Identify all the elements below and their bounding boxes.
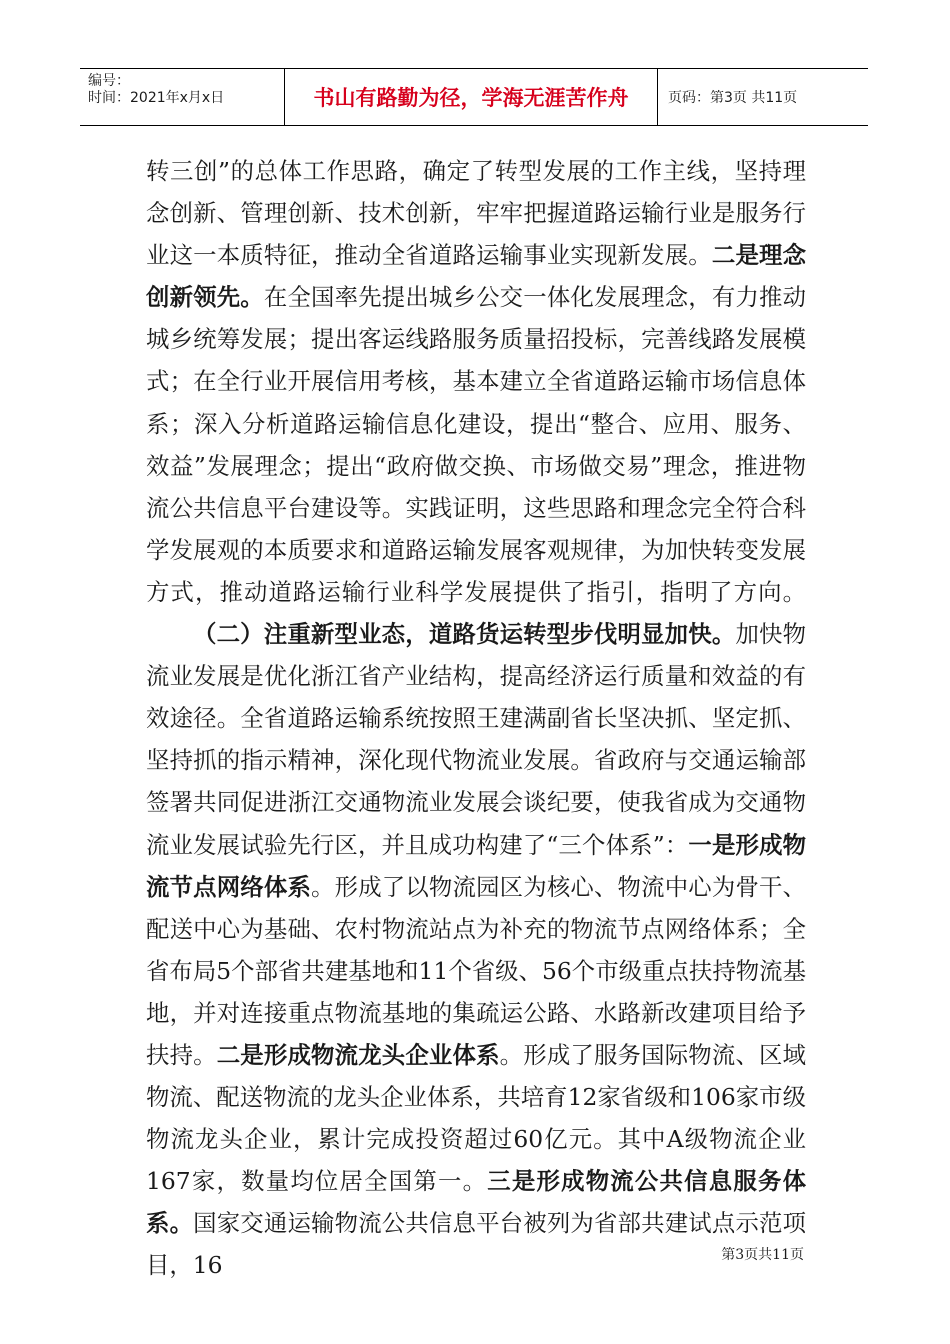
- header-page-info: 页码：第3页 共11页: [668, 90, 798, 106]
- document-number-label: 编号：: [88, 73, 130, 89]
- emphasis-text: 三是形成物流公共信息服务体系。: [146, 1167, 806, 1238]
- page-header: [80, 68, 868, 126]
- document-body: [146, 150, 806, 1287]
- emphasis-text: 二是理念创新领先。: [146, 241, 806, 312]
- page-footer: 第3页共11页: [721, 1247, 804, 1263]
- document-date: 时间：2021年x月x日: [88, 90, 225, 106]
- body-paragraph: 转三创”的总体工作思路，确定了转型发展的工作主线，坚持理念创新、管理创新、技术创新，牢牢把握道路运输行业是服务行业这一本质特征，推动全省道路运输事业实现新发展。二是理念创新领先。在全国率先提出城乡公交一体化发展理念，有力推动城乡统筹发展；提出客运线路服务质量招投标，完善线路发展模式；在全行业开展信用考核，基本建立全省道路运输市场信息体系；深入分析道路运输信息化建设，提出“整合、应用、服务、效益”发展理念；提出“政府做交换、市场做交易”理念，推进物流公共信息平台建设等。实践证明，这些思路和理念完全符合科学发展观的本质要求和道路运输发展客观规律，为加快转变发展方式，推动道路运输行业科学发展提供了指引，指明了方向。: [146, 157, 806, 606]
- emphasis-text: 二是形成物流龙头企业体系: [216, 1040, 500, 1069]
- header-motto: 书山有路勤为径，学海无涯苦作舟: [285, 69, 658, 125]
- body-paragraph: （二）注重新型业态，道路货运转型步伐明显加快。加快物流业发展是优化浙江省产业结构，提高经济运行质量和效益的有效途径。全省道路运输系统按照王建满副省长坚决抓、坚定抓、坚持抓的指示精神，深化现代物流业发展。省政府与交通运输部签署共同促进浙江交通物流业发展会谈纪要，使我省成为交通物流业发展试验先行区，并且成功构建了“三个体系”：一是形成物流节点网络体系。形成了以物流园区为核心、物流中心为骨干、配送中心为基础、农村物流站点为补充的物流节点网络体系；全省布局5个部省共建基地和11个省级、56个市级重点扶持物流基地，并对连接重点物流基地的集疏运公路、水路新改建项目给予扶持。二是形成物流龙头企业体系。形成了服务国际物流、区域物流、配送物流的龙头企业体系，共培育12家省级和106家市级物流龙头企业，累计完成投资超过60亿元。其中A级物流企业167家，数量均位居全国第一。三是形成物流公共信息服务体系。国家交通运输物流公共信息平台被列为省部共建试点示范项目，16: [146, 620, 807, 1280]
- header-meta: [80, 69, 285, 125]
- section-heading: （二）注重新型业态，道路货运转型步伐明显加快。: [193, 620, 736, 649]
- emphasis-text: 一是形成物流节点网络体系: [146, 830, 807, 901]
